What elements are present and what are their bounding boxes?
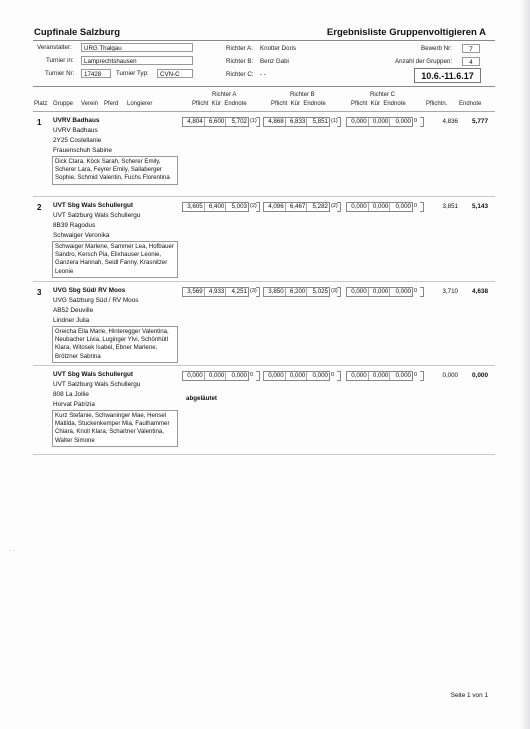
judge-b-rank: (1) bbox=[331, 118, 338, 124]
info-rule bbox=[33, 86, 495, 87]
richter-c-label: Richter C: bbox=[226, 71, 254, 78]
entry-endnote: 0,000 bbox=[472, 372, 488, 379]
judge-b-scores bbox=[263, 202, 330, 212]
judge-a-kuer: 4,933 bbox=[205, 288, 227, 296]
entry-horse: 2Y25 Costellanie bbox=[53, 137, 102, 144]
entry-place: 2 bbox=[37, 203, 42, 212]
veranstalter-value: URG Thalgau bbox=[81, 43, 193, 52]
richter-b-value: Benz Gabi bbox=[260, 58, 289, 65]
entry-separator bbox=[33, 281, 495, 282]
judge-b-rank: 0 bbox=[331, 372, 335, 378]
entry-members: Greicha Ella Marie, Hinteregger Valentina, Neubacher Livia, Luginger Ylvi, Schönhütl Klara, Witosek Isabel, Ebner Marlene, Brötzner Sabrina bbox=[52, 326, 178, 363]
turnier-typ-value: CVN-C bbox=[157, 69, 193, 78]
bewerb-label: Bewerb Nr: bbox=[421, 45, 452, 52]
entry-note: abgeläutet bbox=[186, 395, 217, 402]
entry-separator bbox=[33, 365, 495, 366]
judge-a-scores bbox=[182, 287, 249, 297]
judge-b-rank: (2) bbox=[331, 203, 338, 209]
judge-c-rank-box bbox=[420, 117, 424, 127]
judge-c-rank-box bbox=[420, 287, 424, 297]
col-endnote: Endnote bbox=[459, 101, 482, 107]
judge-a-rank: (2) bbox=[250, 203, 257, 209]
judge-c-scores bbox=[346, 117, 413, 127]
judge-a-scores bbox=[182, 202, 249, 212]
judge-c-endnote: 0,000 bbox=[395, 288, 411, 295]
judge-a-rank: 0 bbox=[250, 372, 254, 378]
entry-longeur: Schwaiger Veronika bbox=[53, 232, 110, 239]
entry-members: Dick Clara, Köck Sarah, Scherer Emily, Scherer Lara, Feyrer Emily, Sallaberger Sophie, Schmid Valentin, Fuchs Florentina bbox=[52, 156, 178, 185]
entry-team: UVT Sbg Wals Schullergut bbox=[53, 371, 134, 378]
judge-b-rank-box bbox=[337, 117, 341, 127]
table-header-rule bbox=[33, 111, 495, 112]
entry-club: UVT Salzburg Wals Schullergu bbox=[53, 212, 141, 219]
scan-marks: · · bbox=[9, 548, 15, 554]
entry-endnote: 4,638 bbox=[472, 288, 488, 295]
judge-c-endnote: 0,000 bbox=[395, 372, 411, 379]
entry-longeur: Lindner Julia bbox=[53, 317, 90, 324]
page-footer: Seite 1 von 1 bbox=[450, 692, 488, 699]
judge-a-endnote: 5,003 bbox=[231, 203, 247, 210]
entry-separator bbox=[33, 196, 495, 197]
judge-b-rank-box bbox=[337, 287, 341, 297]
col-pflichtn: Pflichtn. bbox=[426, 101, 448, 107]
entry-longeur: Horvat Patrizia bbox=[53, 401, 95, 408]
judge-b-endnote: 5,282 bbox=[312, 203, 328, 210]
judge-b-endnote: 5,851 bbox=[312, 118, 328, 125]
judge-c-rank: 0 bbox=[414, 288, 418, 294]
col-platz: Platz bbox=[34, 101, 48, 107]
judge-a-rank-box bbox=[256, 371, 260, 381]
judge-a-endnote: 4,251 bbox=[231, 288, 247, 295]
event-date: 10.6.-11.6.17 bbox=[414, 68, 481, 83]
judge-b-scores bbox=[263, 287, 330, 297]
col-richter-c: Richter C bbox=[370, 92, 396, 98]
turnier-in-label: Turnier in: bbox=[46, 57, 74, 64]
judge-b-pflicht: 3,850 bbox=[264, 288, 286, 296]
judge-b-kuer: 6,833 bbox=[286, 118, 308, 126]
judge-a-pflicht: 3,605 bbox=[183, 203, 205, 211]
judge-b-kuer: 0,000 bbox=[286, 372, 308, 380]
col-verein: Verein bbox=[81, 101, 99, 107]
entry-endnote: 5,777 bbox=[472, 118, 488, 125]
richter-a-label: Richter A: bbox=[226, 45, 253, 52]
richter-b-label: Richter B: bbox=[226, 58, 254, 65]
richter-a-value: Knotter Doris bbox=[260, 45, 297, 52]
entry-horse: AB52 Deuville bbox=[53, 307, 94, 314]
judge-c-kuer: 0,000 bbox=[369, 118, 391, 126]
entry-longeur: Frauenschuh Sabine bbox=[53, 147, 112, 154]
entry-pflicht-avg: 4,836 bbox=[442, 118, 458, 125]
judge-a-endnote: 0,000 bbox=[231, 372, 247, 379]
judge-a-kuer: 6,600 bbox=[205, 118, 227, 126]
entry-place: 3 bbox=[37, 288, 42, 297]
judge-b-scores bbox=[263, 371, 330, 381]
judge-c-pflicht: 0,000 bbox=[347, 288, 369, 296]
judge-a-scores bbox=[182, 371, 249, 381]
judge-a-endnote: 5,702 bbox=[231, 118, 247, 125]
judge-c-pflicht: 0,000 bbox=[347, 203, 369, 211]
judge-c-rank: 0 bbox=[414, 372, 418, 378]
turnier-typ-label: Turnier Typ: bbox=[116, 70, 149, 77]
header-rule bbox=[33, 40, 495, 41]
entry-members: Kurz Stefanie, Schwaninger Mae, Hensel Matilda, Stuckenkemper Mia, Faulhammer Chiara, Knoll Klara, Schartner Valentina, Walter Simone bbox=[52, 410, 178, 447]
page-edge-shadow bbox=[520, 0, 530, 729]
judge-a-rank-box bbox=[256, 202, 260, 212]
judge-c-kuer: 0,000 bbox=[369, 288, 391, 296]
judge-c-rank-box bbox=[420, 202, 424, 212]
entry-team: UVG Sbg Süd/ RV Moos bbox=[53, 287, 126, 294]
event-title: Cupfinale Salzburg bbox=[34, 27, 121, 38]
entry-pflicht-avg: 3,851 bbox=[442, 203, 458, 210]
judge-c-rank-box bbox=[420, 371, 424, 381]
col-a-sub: Pflicht Kür Endnote bbox=[192, 101, 247, 107]
judge-a-rank-box bbox=[256, 117, 260, 127]
judge-a-pflicht: 3,569 bbox=[183, 288, 205, 296]
judge-b-endnote: 0,000 bbox=[312, 372, 328, 379]
table-end-rule bbox=[33, 454, 495, 455]
col-c-sub: Pflicht Kür Endnote bbox=[351, 101, 406, 107]
judge-b-pflicht: 4,096 bbox=[264, 203, 286, 211]
judge-a-scores bbox=[182, 117, 249, 127]
entry-team: UVT Sbg Wals Schullergut bbox=[53, 202, 134, 209]
entry-club: UVG Salzburg Süd / RV Moos bbox=[53, 297, 139, 304]
judge-a-rank: (1) bbox=[250, 118, 257, 124]
entry-team: UVRV Badhaus bbox=[53, 117, 100, 124]
col-longierer: Longierer bbox=[127, 101, 153, 107]
turnier-nr-label: Turnier Nr: bbox=[45, 70, 75, 77]
col-pferd: Pferd bbox=[104, 101, 119, 107]
col-b-sub: Pflicht Kür Endnote bbox=[271, 101, 326, 107]
judge-b-kuer: 6,467 bbox=[286, 203, 308, 211]
entry-place: 1 bbox=[37, 118, 42, 127]
list-title: Ergebnisliste Gruppenvoltigieren A bbox=[326, 27, 486, 38]
judge-a-pflicht: 4,804 bbox=[183, 118, 205, 126]
bewerb-value: 7 bbox=[462, 44, 480, 53]
judge-b-scores bbox=[263, 117, 330, 127]
entry-horse: 808 La Jollie bbox=[53, 391, 89, 398]
col-richter-a: Richter A bbox=[212, 92, 237, 98]
judge-b-rank: (3) bbox=[331, 288, 338, 294]
entry-club: UVT Salzburg Wals Schullergu bbox=[53, 381, 141, 388]
judge-a-rank: (3) bbox=[250, 288, 257, 294]
entry-members: Schwaiger Marlene, Sammer Lea, Hofbauer Sandro, Kersch Pia, Elixhauser Leonie, Ganzera Hannah, Seidl Fanny, Krasnitzer Leonie bbox=[52, 241, 178, 278]
turnier-in-value: Lamprechtshausen bbox=[81, 56, 193, 65]
judge-b-pflicht: 0,000 bbox=[264, 372, 286, 380]
anzahl-value: 4 bbox=[462, 57, 480, 66]
judge-c-scores bbox=[346, 202, 413, 212]
entry-horse: 8B39 Ragodus bbox=[53, 222, 96, 229]
judge-c-scores bbox=[346, 287, 413, 297]
judge-c-pflicht: 0,000 bbox=[347, 372, 369, 380]
judge-b-rank-box bbox=[337, 371, 341, 381]
entry-pflicht-avg: 3,710 bbox=[442, 288, 458, 295]
judge-c-endnote: 0,000 bbox=[395, 203, 411, 210]
entry-endnote: 5,143 bbox=[472, 203, 488, 210]
col-gruppe: Gruppe bbox=[53, 101, 74, 107]
judge-b-pflicht: 4,868 bbox=[264, 118, 286, 126]
judge-b-endnote: 5,025 bbox=[312, 288, 328, 295]
richter-c-value: - - bbox=[260, 71, 266, 78]
judge-c-scores bbox=[346, 371, 413, 381]
judge-c-kuer: 0,000 bbox=[369, 203, 391, 211]
veranstalter-label: Veranstalter: bbox=[37, 44, 72, 51]
judge-c-rank: 0 bbox=[414, 203, 418, 209]
judge-a-kuer: 6,400 bbox=[205, 203, 227, 211]
judge-c-kuer: 0,000 bbox=[369, 372, 391, 380]
col-richter-b: Richter B bbox=[290, 92, 315, 98]
judge-a-rank-box bbox=[256, 287, 260, 297]
judge-b-kuer: 6,200 bbox=[286, 288, 308, 296]
anzahl-label: Anzahl der Gruppen: bbox=[395, 58, 453, 65]
entry-pflicht-avg: 0,000 bbox=[442, 372, 458, 379]
judge-a-pflicht: 0,000 bbox=[183, 372, 205, 380]
entry-club: UVRV Badhaus bbox=[53, 127, 98, 134]
judge-b-rank-box bbox=[337, 202, 341, 212]
judge-c-endnote: 0,000 bbox=[395, 118, 411, 125]
judge-a-kuer: 0,000 bbox=[205, 372, 227, 380]
turnier-nr-value: 17428 bbox=[81, 69, 111, 78]
judge-c-pflicht: 0,000 bbox=[347, 118, 369, 126]
judge-c-rank: 0 bbox=[414, 118, 418, 124]
